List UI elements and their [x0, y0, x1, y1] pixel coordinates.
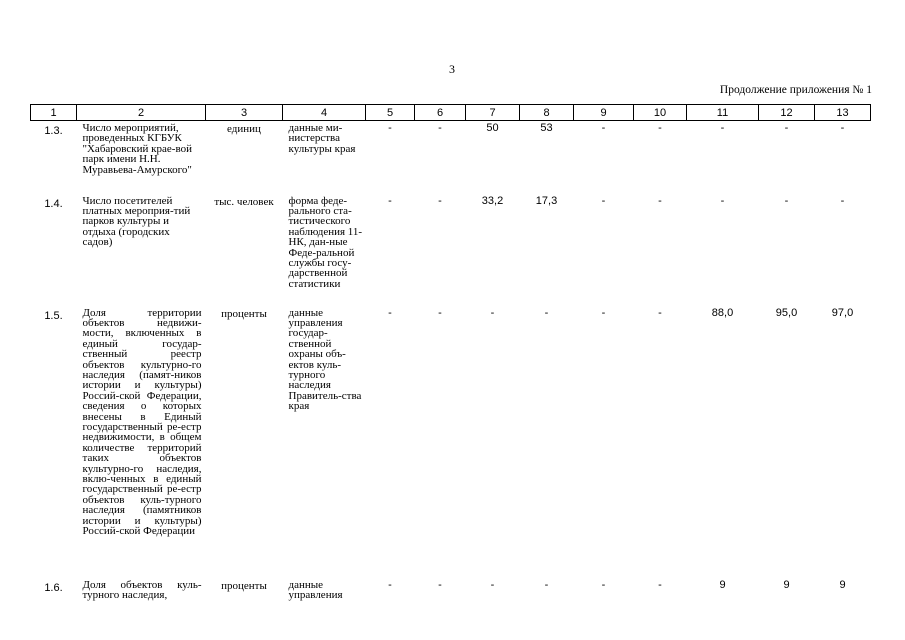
- header-cell: 12: [759, 105, 815, 121]
- table-row: [31, 121, 871, 194]
- header-cell: 11: [687, 105, 759, 121]
- header-cell: 1: [31, 105, 77, 121]
- header-cell: 4: [283, 105, 366, 121]
- unit-cell: тыс. человек: [214, 195, 274, 208]
- header-row: [31, 105, 871, 121]
- value-cell: -: [720, 194, 725, 207]
- value-cell: -: [544, 306, 549, 319]
- value-cell: 33,2: [481, 194, 504, 207]
- unit-cell: проценты: [221, 307, 267, 320]
- value-cell: -: [490, 578, 495, 591]
- header-cell: 7: [466, 105, 520, 121]
- value-cell: -: [784, 194, 789, 207]
- value-cell: -: [388, 306, 392, 319]
- indicator-name: Число посетителей платных мероприя-тий парков культуры и отдыха (городских садов): [82, 194, 191, 249]
- value-cell: -: [601, 194, 606, 207]
- value-cell: -: [658, 122, 662, 134]
- value-cell: -: [658, 578, 662, 591]
- table-row: [31, 578, 871, 608]
- value-cell: 97,0: [831, 306, 854, 319]
- value-cell: 53: [540, 122, 553, 134]
- row-index: 1.4.: [44, 197, 63, 210]
- value-cell: -: [388, 194, 392, 207]
- value-cell: 95,0: [775, 306, 798, 319]
- value-cell: -: [601, 306, 606, 319]
- value-cell: -: [490, 306, 495, 319]
- source-cell: форма феде-рального ста-тистического наблюдения 11-НК, дан-ные Феде-ральной службы госу-дарственной статистики: [288, 194, 363, 290]
- value-cell: 17,3: [535, 194, 558, 207]
- value-cell: -: [784, 122, 789, 134]
- indicator-name: Доля объектов куль-турного наследия,: [82, 578, 202, 601]
- row-index: 1.5.: [44, 309, 63, 322]
- value-cell: 9: [783, 578, 790, 591]
- row-index: 1.6.: [44, 581, 63, 594]
- indicator-name: Число мероприятий, проведенных КГБУК "Хабаровский крае-вой парк имени Н.Н. Муравьева-Амурского": [82, 122, 192, 176]
- value-cell: -: [388, 578, 392, 591]
- source-cell: данные управления государ-ственной охраны объ-ектов куль-турного наследия Правитель-ства края: [288, 306, 362, 413]
- value-cell: -: [840, 122, 845, 134]
- value-cell: -: [601, 122, 606, 134]
- unit-cell: проценты: [221, 579, 267, 592]
- value-cell: -: [658, 194, 662, 207]
- value-cell: 9: [719, 578, 726, 591]
- header-cell: 6: [415, 105, 466, 121]
- header-cell: 3: [206, 105, 283, 121]
- source-cell: данные ми-нистерства культуры края: [288, 122, 356, 155]
- value-cell: -: [601, 578, 606, 591]
- header-cell: 5: [366, 105, 415, 121]
- table-row: [31, 194, 871, 306]
- value-cell: 9: [839, 578, 846, 591]
- table-row: [31, 306, 871, 578]
- value-cell: -: [544, 578, 549, 591]
- page-number: 3: [449, 62, 455, 76]
- header-cell: 10: [634, 105, 687, 121]
- unit-cell: единиц: [227, 123, 261, 135]
- value-cell: -: [438, 122, 442, 134]
- row-index: 1.3.: [44, 125, 63, 137]
- header-cell: 8: [520, 105, 574, 121]
- source-cell: данные управления: [288, 578, 343, 601]
- appendix-label: Продолжение приложения № 1: [719, 84, 872, 96]
- value-cell: -: [720, 122, 725, 134]
- header-cell: 13: [815, 105, 871, 121]
- value-cell: -: [438, 578, 442, 591]
- value-cell: 50: [486, 122, 499, 134]
- value-cell: -: [438, 306, 442, 319]
- value-cell: -: [840, 194, 845, 207]
- value-cell: -: [658, 306, 662, 319]
- value-cell: -: [438, 194, 442, 207]
- header-cell: 9: [574, 105, 634, 121]
- value-cell: 88,0: [711, 306, 734, 319]
- indicator-name: Доля территории объектов недвижи-мости, включенных в единый государ-ственный реестр объектов культурно-го наследия (памят-ников истории и культуры) Россий-ской Федерации, сведения о которых внесены в Единый государственный ре-естр недвижимости, в общем количестве территорий таких объектов культурно-го наследия, вклю-ченных в единый государственный ре-естр объектов куль-турного наследия (памятников истории и культуры) Россий-ской Федерации: [82, 306, 202, 538]
- indicators-table: [30, 104, 871, 608]
- header-cell: 2: [77, 105, 206, 121]
- value-cell: -: [388, 122, 392, 134]
